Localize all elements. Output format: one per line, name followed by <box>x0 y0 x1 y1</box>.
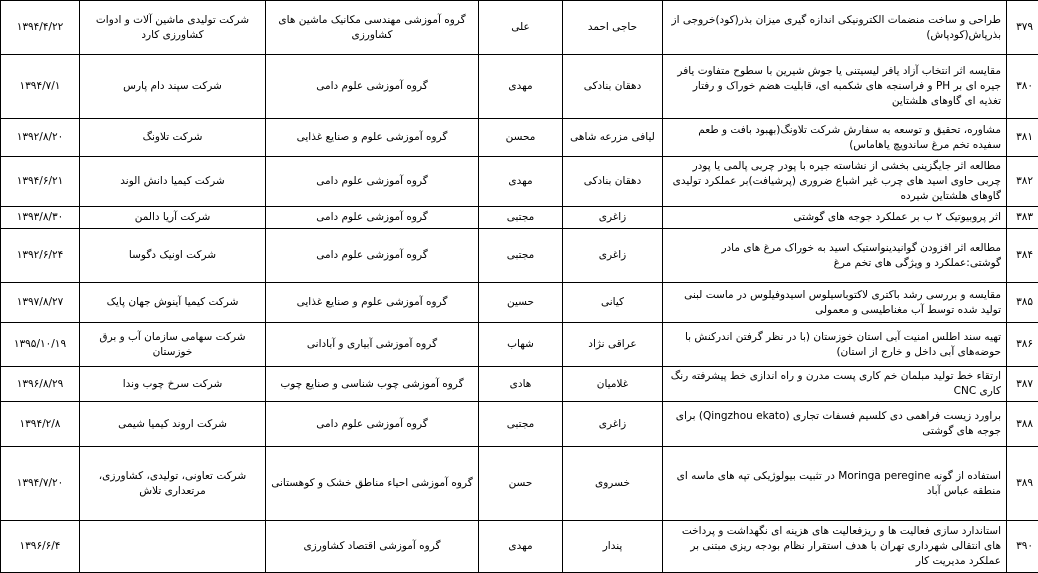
table-row <box>1 367 1038 402</box>
row-number: ۳۸۰ <box>1007 55 1038 119</box>
table-row <box>1 402 1038 447</box>
project-title: مقایسه اثر انتخاب آزاد یافر لیسیتنی یا جوش شیرین با سطوح متفاوت یافر جیره ای بر PH و فراسنجه های شکمبه ای، قابلیت هضم خوراک و رفتار تغذیه ای گاوهای هلشتاین <box>663 55 1007 119</box>
table-row <box>1 323 1038 367</box>
last-name: دهقان بنادکی <box>563 55 663 119</box>
row-number: ۳۸۷ <box>1007 367 1038 402</box>
last-name: عراقی نژاد <box>563 323 663 367</box>
contract-date: ۱۳۹۶/۶/۴ <box>1 521 80 573</box>
department: گروه آموزشی چوب شناسی و صنایع چوب <box>266 367 479 402</box>
company: شرکت سرخ چوب وندا <box>80 367 266 402</box>
department: گروه آموزشی مهندسی مکانیک ماشین های کشاورزی <box>266 1 479 55</box>
row-number: ۳۸۸ <box>1007 402 1038 447</box>
table-row <box>1 119 1038 157</box>
department: گروه آموزشی علوم دامی <box>266 229 479 283</box>
company: شرکت سهامی سازمان آب و برق خوزستان <box>80 323 266 367</box>
first-name: حسن <box>479 447 563 521</box>
last-name: غلامیان <box>563 367 663 402</box>
company: شرکت اروند کیمیا شیمی <box>80 402 266 447</box>
table-row <box>1 207 1038 229</box>
contract-date: ۱۳۹۳/۸/۳۰ <box>1 207 80 229</box>
department: گروه آموزشی علوم دامی <box>266 207 479 229</box>
project-title: ارتقاء خط تولید مبلمان خم کاری پست مدرن و راه اندازی خط پیشرفته رنگ کاری CNC <box>663 367 1007 402</box>
first-name: مهدی <box>479 55 563 119</box>
company: شرکت کیمیا آینوش جهان پایک <box>80 283 266 323</box>
row-number: ۳۸۲ <box>1007 157 1038 207</box>
row-number: ۳۷۹ <box>1007 1 1038 55</box>
department: گروه آموزشی علوم دامی <box>266 55 479 119</box>
contract-date: ۱۳۹۴/۷/۱ <box>1 55 80 119</box>
table-row <box>1 1 1038 55</box>
first-name: مهدی <box>479 157 563 207</box>
company <box>80 521 266 573</box>
row-number: ۳۸۶ <box>1007 323 1038 367</box>
company: شرکت آریا دالمن <box>80 207 266 229</box>
row-number: ۳۸۳ <box>1007 207 1038 229</box>
department: گروه آموزشی علوم و صنایع غذایی <box>266 283 479 323</box>
first-name: مجتبی <box>479 207 563 229</box>
contract-date: ۱۳۹۵/۱۰/۱۹ <box>1 323 80 367</box>
department: گروه آموزشی علوم دامی <box>266 402 479 447</box>
first-name: مجتبی <box>479 402 563 447</box>
project-title: اثر پروبیوتیک ۲ ب بر عملکرد جوجه های گوشتی <box>663 207 1007 229</box>
last-name: زاغری <box>563 402 663 447</box>
project-title: مطالعه اثر جایگزینی بخشی از نشاسته جیره با پودر چربی پالمی یا پودر چربی حاوی اسید های چرب غیر اشباع ضروری (پرشیافت)بر عملکرد تولیدی گاوهای هلشتاین شیرده <box>663 157 1007 207</box>
contract-date: ۱۳۹۴/۲/۸ <box>1 402 80 447</box>
contract-date: ۱۳۹۴/۴/۲۲ <box>1 1 80 55</box>
first-name: مهدی <box>479 521 563 573</box>
table-row <box>1 229 1038 283</box>
project-title: تهیه سند اطلس امنیت آبی استان خوزستان (با در نظر گرفتن اندرکنش با حوضه‌های آبی داخل و خارج از استان) <box>663 323 1007 367</box>
contract-date: ۱۳۹۴/۶/۲۱ <box>1 157 80 207</box>
last-name: زاغری <box>563 229 663 283</box>
project-title: براورد زیست فراهمی دی کلسیم فسفات تجاری (Qingzhou ekato) برای جوجه های گوشتی <box>663 402 1007 447</box>
row-number: ۳۸۵ <box>1007 283 1038 323</box>
project-title: استفاده از گونه Moringa peregine در تثبیت بیولوژیکی تپه های ماسه ای منطقه عباس آباد <box>663 447 1007 521</box>
table-row <box>1 157 1038 207</box>
row-number: ۳۸۴ <box>1007 229 1038 283</box>
company: شرکت تعاونی، تولیدی، کشاورزی، مرتعداری تلاش <box>80 447 266 521</box>
first-name: مجتبی <box>479 229 563 283</box>
company: شرکت تولیدی ماشین آلات و ادوات کشاورزی کارد <box>80 1 266 55</box>
first-name: محسن <box>479 119 563 157</box>
department: گروه آموزشی آبیاری و آبادانی <box>266 323 479 367</box>
table-row <box>1 55 1038 119</box>
company: شرکت تلاونگ <box>80 119 266 157</box>
table-row <box>1 521 1038 573</box>
project-title: استاندارد سازی فعالیت ها و ریزفعالیت های هزینه ای نگهداشت و پرداخت های انتقالی شهرداری تهران با هدف استقرار نظام بودجه ریزی مبتنی بر عملکرد مدیریت کار <box>663 521 1007 573</box>
contract-date: ۱۳۹۴/۷/۲۰ <box>1 447 80 521</box>
first-name: علی <box>479 1 563 55</box>
project-title: طراحی و ساخت منضمات الکترونیکی اندازه گیری میزان بذر(کود)خروجی از بذرپاش(کودپاش) <box>663 1 1007 55</box>
department: گروه آموزشی احیاء مناطق خشک و کوهستانی <box>266 447 479 521</box>
project-title: مطالعه اثر افزودن گوانیدینواستیک اسید به خوراک مرغ های مادر گوشتی:عملکرد و ویژگی های تخم مرغ <box>663 229 1007 283</box>
last-name: پندار <box>563 521 663 573</box>
last-name: زاغری <box>563 207 663 229</box>
first-name: حسین <box>479 283 563 323</box>
company: شرکت اونیک دگوسا <box>80 229 266 283</box>
contract-date: ۱۳۹۲/۶/۲۴ <box>1 229 80 283</box>
first-name: هادی <box>479 367 563 402</box>
last-name: دهقان بنادکی <box>563 157 663 207</box>
first-name: شهاب <box>479 323 563 367</box>
department: گروه آموزشی علوم دامی <box>266 157 479 207</box>
last-name: حاجی احمد <box>563 1 663 55</box>
table-row <box>1 447 1038 521</box>
last-name: لیافی مزرعه شاهی <box>563 119 663 157</box>
row-number: ۳۸۹ <box>1007 447 1038 521</box>
last-name: خسروی <box>563 447 663 521</box>
contract-date: ۱۳۹۶/۸/۲۹ <box>1 367 80 402</box>
last-name: کیانی <box>563 283 663 323</box>
contract-date: ۱۳۹۷/۸/۲۷ <box>1 283 80 323</box>
company: شرکت سپند دام پارس <box>80 55 266 119</box>
row-number: ۳۹۰ <box>1007 521 1038 573</box>
project-title: مشاوره، تحقیق و توسعه به سفارش شرکت تلاونگ(بهبود بافت و طعم سفیده تخم مرغ ساندویچ یاهاماس) <box>663 119 1007 157</box>
row-number: ۳۸۱ <box>1007 119 1038 157</box>
table-row <box>1 283 1038 323</box>
company: شرکت کیمیا دانش الوند <box>80 157 266 207</box>
contract-date: ۱۳۹۲/۸/۲۰ <box>1 119 80 157</box>
project-title: مقایسه و بررسی رشد باکتری لاکتوباسیلوس اسیدوفیلوس در ماست لبنی تولید شده توسط آب مغناطیسی و معمولی <box>663 283 1007 323</box>
department: گروه آموزشی علوم و صنایع غذایی <box>266 119 479 157</box>
department: گروه آموزشی اقتصاد کشاورزی <box>266 521 479 573</box>
